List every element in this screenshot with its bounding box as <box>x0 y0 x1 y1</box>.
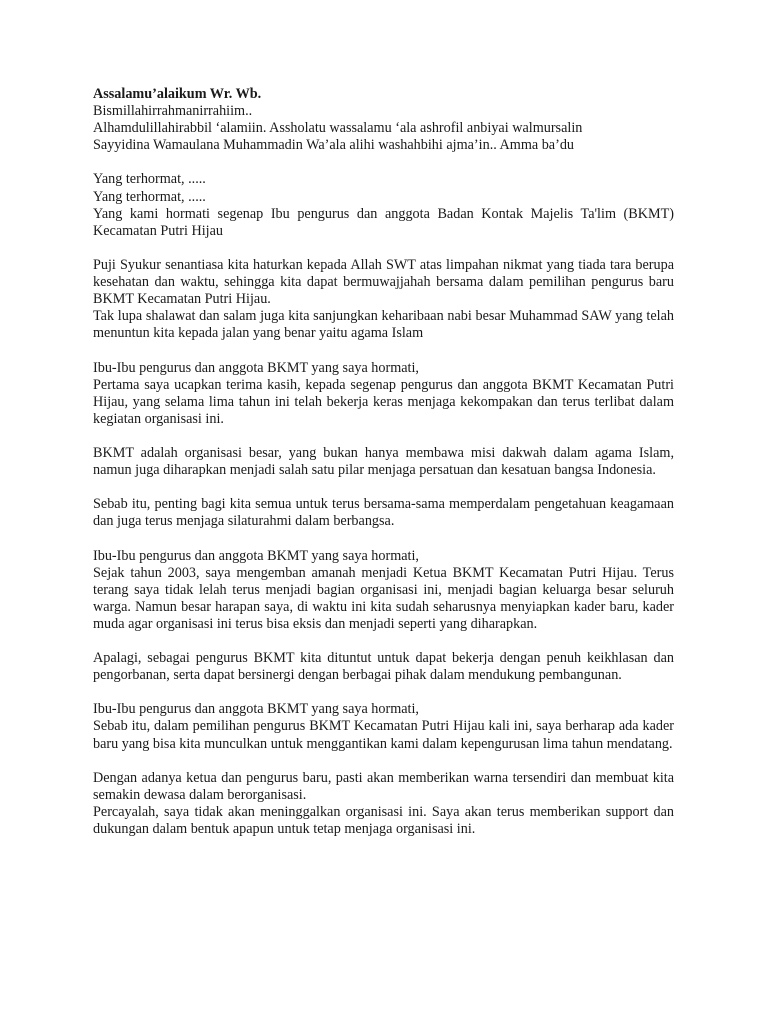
opening-line: Alhamdulillahirabbil ‘alamiin. Assholatu wassalamu ‘ala ashrofil anbiyai walmursalin <box>93 120 583 137</box>
body-paragraph: Sejak tahun 2003, saya mengemban amanah menjadi Ketua BKMT Kecamatan Putri Hijau. Terus terang saya tidak lelah terus menjadi bagian organisasi ini, menjadi bagian keluarga besar seluruh warga. Namun besar harapan saya, di waktu ini kita sudah seharusnya menyiapkan kader baru, kader muda agar organisasi ini terus bisa eksis dan menjadi seperti yang diharapkan. <box>93 564 674 632</box>
salutation-line: Yang terhormat, ..... <box>93 171 206 188</box>
address-line: Ibu-Ibu pengurus dan anggota BKMT yang saya hormati, <box>93 547 419 564</box>
body-paragraph: BKMT adalah organisasi besar, yang bukan hanya membawa misi dakwah dalam agama Islam, namun juga diharapkan menjadi salah satu pilar menjaga persatuan dan kesatuan bangsa Indonesia. <box>93 444 674 479</box>
salutation-line: Yang terhormat, ..... <box>93 188 206 205</box>
speech-document <box>93 86 674 838</box>
body-paragraph: Sebab itu, dalam pemilihan pengurus BKMT Kecamatan Putri Hijau kali ini, saya berharap ada kader baru yang bisa kita munculkan untuk menggantikan kami dalam kepengurusan lima tahun mendatang. <box>93 718 674 752</box>
body-paragraph: Tak lupa shalawat dan salam juga kita sanjungkan keharibaan nabi besar Muhammad SAW yang telah menuntun kita kepada jalan yang benar yaitu agama Islam <box>93 308 674 342</box>
address-line: Ibu-Ibu pengurus dan anggota BKMT yang saya hormati, <box>93 701 419 718</box>
body-paragraph: Apalagi, sebagai pengurus BKMT kita dituntut untuk dapat bekerja dengan penuh keikhlasan dan pengorbanan, serta dapat bersinergi dengan berbagai pihak dalam mendukung pembangunan. <box>93 650 674 684</box>
body-paragraph: Percayalah, saya tidak akan meninggalkan organisasi ini. Saya akan terus memberikan support dan dukungan dalam bentuk apapun untuk tetap menjaga organisasi ini. <box>93 803 674 838</box>
body-paragraph: Puji Syukur senantiasa kita haturkan kepada Allah SWT atas limpahan nikmat yang tiada tara berupa kesehatan dan waktu, sehingga kita dapat bermuwajjahah bersama dalam pemilihan pengurus baru BKMT Kecamatan Putri Hijau. <box>93 256 674 308</box>
body-paragraph: Dengan adanya ketua dan pengurus baru, pasti akan memberikan warna tersendiri dan membuat kita semakin dewasa dalam berorganisasi. <box>93 769 674 803</box>
salutation-paragraph: Yang kami hormati segenap Ibu pengurus dan anggota Badan Kontak Majelis Ta'lim (BKMT) Kecamatan Putri Hijau <box>93 205 674 239</box>
body-paragraph: Pertama saya ucapkan terima kasih, kepada segenap pengurus dan anggota BKMT Kecamatan Putri Hijau, yang selama lima tahun ini telah bekerja keras menjaga kekompakan dan terus terlibat dalam kegiatan organisasi ini. <box>93 376 674 427</box>
address-line: Ibu-Ibu pengurus dan anggota BKMT yang saya hormati, <box>93 359 419 376</box>
greeting: Assalamu’alaikum Wr. Wb. <box>93 86 262 102</box>
body-paragraph: Sebab itu, penting bagi kita semua untuk terus bersama-sama memperdalam pengetahuan keagamaan dan juga terus menjaga silaturahmi dalam berbangsa. <box>93 496 674 530</box>
opening-line: Sayyidina Wamaulana Muhammadin Wa’ala alihi washahbihi ajma’in.. Amma ba’du <box>93 137 575 154</box>
opening-line: Bismillahirrahmanirrahiim.. <box>93 103 253 120</box>
